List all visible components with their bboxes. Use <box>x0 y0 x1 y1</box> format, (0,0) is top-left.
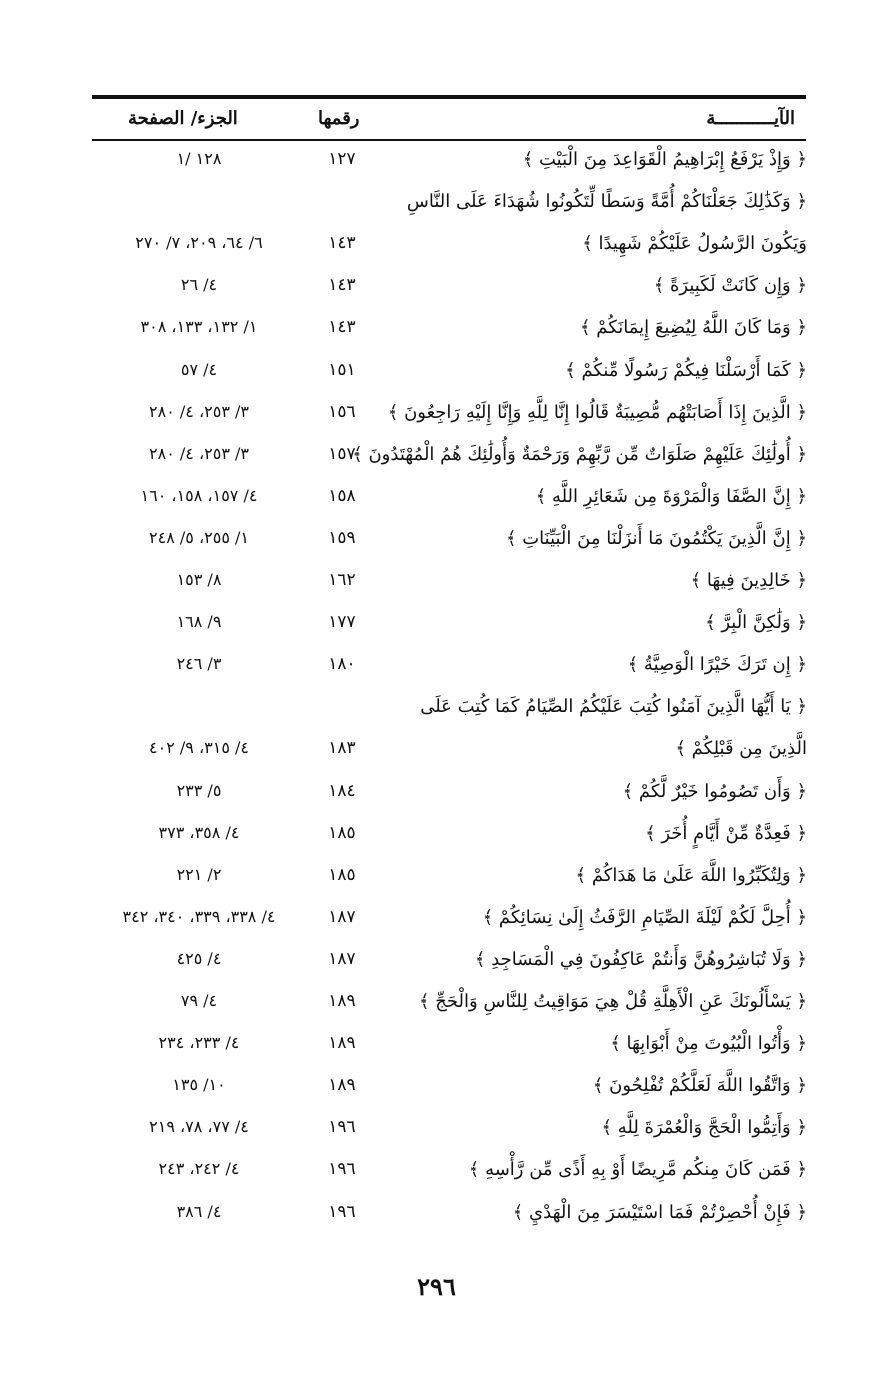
verse-cell: ﴿ وَلِتُكَبِّرُوا اللَّهَ عَلَىٰ مَا هَدَاكُمْ ﴾ <box>575 864 807 886</box>
table-row <box>0 1196 873 1238</box>
table-row <box>0 817 873 859</box>
part-page-cell: ١٠/ ١٣٥ <box>172 1075 226 1095</box>
verse-number-cell: ١٨٩ <box>328 1075 356 1096</box>
table-row <box>0 480 873 522</box>
table-row <box>0 1027 873 1069</box>
verse-number-cell: ١٨٣ <box>328 738 356 759</box>
verse-cell: ﴿ وَاتَّقُوا اللَّهَ لَعَلَّكُمْ تُفْلِحُونَ ﴾ <box>592 1075 807 1097</box>
verse-cell: الَّذِينَ مِن قَبْلِكُمْ ﴾ <box>675 738 807 760</box>
verse-number-cell: ١٨٥ <box>328 864 356 885</box>
verse-number-cell: ١٧٧ <box>328 612 356 633</box>
table-row <box>0 1069 873 1111</box>
verse-number-cell: ١٥٩ <box>328 527 356 548</box>
verse-cell: ﴿ فَإِنْ أُحْصِرْتُمْ فَمَا اسْتَيْسَرَ مِنَ الْهَدْيِ ﴾ <box>512 1201 807 1223</box>
verse-cell: ﴿ يَا أَيُّهَا الَّذِينَ آمَنُوا كُتِبَ عَلَيْكُمُ الصِّيَامُ كَمَا كُتِبَ عَلَى <box>420 696 807 718</box>
table-row <box>0 564 873 606</box>
header-part-page: الجزء/ الصفحة <box>128 108 238 129</box>
verse-number-cell: ١٨٩ <box>328 991 356 1011</box>
table-row <box>0 606 873 648</box>
verse-number-cell: ١٤٣ <box>328 317 356 338</box>
verse-cell: ﴿ كَمَا أَرْسَلْنَا فِيكُمْ رَسُولًا مِّنكُمْ ﴾ <box>565 359 807 381</box>
part-page-cell: ٤/ ٢٣٣، ٢٣٤ <box>158 1033 240 1053</box>
part-page-cell: ٤/ ٥٧ <box>180 359 218 379</box>
verse-cell: ﴿ وَإِذْ يَرْفَعُ إِبْرَاهِيمُ الْقَوَاعِدَ مِنَ الْبَيْتِ ﴾ <box>522 149 807 170</box>
table-row <box>0 438 873 480</box>
table-row <box>0 732 873 774</box>
verse-cell: ﴿ فَعِدَّةٌ مِّنْ أَيَّامٍ أُخَرَ ﴾ <box>645 822 807 844</box>
part-page-cell: ٢/ ٢٢١ <box>176 864 222 884</box>
part-page-cell: ١/ ٢٥٥، ٥/ ٢٤٨ <box>149 527 249 547</box>
verse-number-cell: ١٨٧ <box>328 948 356 969</box>
verse-cell: وَيَكُونَ الرَّسُولُ عَلَيْكُمْ شَهِيدًا ﴾ <box>582 233 807 255</box>
table-row <box>0 354 873 396</box>
verse-number-cell: ١٨٠ <box>328 654 356 675</box>
table-row <box>0 943 873 985</box>
table-row <box>0 227 873 269</box>
part-page-cell: ١/ ١٣٢، ١٣٣، ٣٠٨ <box>140 317 258 337</box>
table-row <box>0 985 873 1027</box>
verse-cell: ﴿ الَّذِينَ إِذَا أَصَابَتْهُم مُّصِيبَةٌ قَالُوا إِنَّا لِلَّهِ وَإِنَّا إِلَيْهِ رَاجِعُونَ ﴾ <box>387 401 807 423</box>
part-page-cell: ٦/ ٦٤، ٢٠٩، ٧/ ٢٧٠ <box>135 233 263 253</box>
table-row <box>0 648 873 690</box>
verse-number-cell: ١٤٣ <box>328 233 356 254</box>
verse-cell: ﴿ وَكَذَٰلِكَ جَعَلْنَاكُمْ أُمَّةً وَسَطًا لِّتَكُونُوا شُهَدَاءَ عَلَى النَّاسِ <box>406 191 807 213</box>
verse-cell: ﴿ وَلَٰكِنَّ الْبِرَّ ﴾ <box>705 612 807 634</box>
part-page-cell: ٤/ ٤٢٥ <box>176 948 222 968</box>
verse-number-cell: ١٢٧ <box>328 149 356 169</box>
verse-number-cell: ١٨٧ <box>328 906 356 927</box>
part-page-cell: ٤/ ٣٨٦ <box>176 1201 222 1221</box>
table-row <box>0 775 873 817</box>
part-page-cell: ٩/ ١٦٨ <box>176 612 222 632</box>
verse-number-cell: ١٩٦ <box>328 1117 356 1138</box>
part-page-cell: ٤/ ٣٣٨، ٣٣٩، ٣٤٠، ٣٤٢ <box>122 906 276 926</box>
verse-number-cell: ١٦٢ <box>328 570 356 590</box>
part-page-cell: ٥/ ٢٣٣ <box>176 780 222 800</box>
table-row <box>0 185 873 227</box>
part-page-cell: ٤/ ٢٦ <box>180 275 218 295</box>
verse-cell: ﴿ يَسْأَلُونَكَ عَنِ الْأَهِلَّةِ قُلْ هِيَ مَوَاقِيتُ لِلنَّاسِ وَالْحَجِّ ﴾ <box>418 991 807 1012</box>
part-page-cell: ٣/ ٢٥٣، ٤/ ٢٨٠ <box>149 401 249 421</box>
part-page-cell: ٣/ ٢٥٣، ٤/ ٢٨٠ <box>149 443 249 463</box>
verse-cell: ﴿ وَإِن كَانَتْ لَكَبِيرَةً ﴾ <box>653 275 807 297</box>
part-page-cell: ٤/ ٣٥٨، ٣٧٣ <box>158 822 240 842</box>
verse-cell: ﴿ وَمَا كَانَ اللَّهُ لِيُضِيعَ إِيمَانَكُمْ ﴾ <box>580 317 807 339</box>
verse-number-cell: ١٩٦ <box>328 1159 356 1180</box>
part-page-cell: ٤/ ٢٤٢، ٢٤٣ <box>158 1159 240 1179</box>
part-page-cell: ٣/ ٢٤٦ <box>176 654 222 674</box>
verse-number-cell: ١٨٥ <box>328 822 356 843</box>
verse-number-cell: ١٩٦ <box>328 1201 356 1222</box>
part-page-cell: ٤/ ٣١٥، ٩/ ٤٠٢ <box>149 738 249 758</box>
table-row <box>0 143 873 185</box>
page-number: ٢٩٦ <box>417 1272 456 1301</box>
table-row <box>0 311 873 353</box>
verse-number-cell: ١٥٧ <box>328 443 356 464</box>
table-row <box>0 522 873 564</box>
table-row <box>0 1153 873 1195</box>
header-verse: الآيـــــــــــة <box>706 108 795 129</box>
verse-number-cell: ١٨٤ <box>328 780 356 801</box>
table-row <box>0 396 873 438</box>
verse-cell: ﴿ وَلَا تُبَاشِرُوهُنَّ وَأَنتُمْ عَاكِفُونَ فِي الْمَسَاجِدِ ﴾ <box>474 948 807 970</box>
table-row <box>0 269 873 311</box>
verse-cell: ﴿ وَأَتِمُّوا الْحَجَّ وَالْعُمْرَةَ لِلَّهِ ﴾ <box>601 1117 807 1139</box>
verse-cell: ﴿ إِنَّ الصَّفَا وَالْمَرْوَةَ مِن شَعَائِرِ اللَّهِ ﴾ <box>535 485 807 507</box>
part-page-cell: ٤/ ٧٩ <box>180 991 218 1010</box>
verse-cell: ﴿ إِنَّ الَّذِينَ يَكْتُمُونَ مَا أَنزَلْنَا مِنَ الْبَيِّنَاتِ ﴾ <box>505 527 807 549</box>
part-page-cell: ٨/ ١٥٣ <box>176 570 222 589</box>
verse-number-cell: ١٨٩ <box>328 1033 356 1054</box>
verse-cell: ﴿ فَمَن كَانَ مِنكُم مَّرِيضًا أَوْ بِهِ أَذًى مِّن رَّأْسِهِ ﴾ <box>468 1159 807 1181</box>
table-row <box>0 859 873 901</box>
table-row <box>0 1111 873 1153</box>
part-page-cell: ٤/ ٧٧، ٧٨، ٢١٩ <box>149 1117 249 1137</box>
header-number: رقمها <box>318 108 360 129</box>
verse-number-cell: ١٤٣ <box>328 275 356 296</box>
table-row <box>0 690 873 732</box>
verse-number-cell: ١٥٦ <box>328 401 356 422</box>
part-page-cell: ١٢٨ /١ <box>176 149 222 168</box>
verse-cell: ﴿ خَالِدِينَ فِيهَا ﴾ <box>690 570 807 591</box>
verse-cell: ﴿ أُولَٰئِكَ عَلَيْهِمْ صَلَوَاتٌ مِّن رَّبِّهِمْ وَرَحْمَةٌ وَأُولَٰئِكَ هُمُ الْمُهْتَدُونَ ﴾ <box>352 443 807 465</box>
verse-number-cell: ١٥١ <box>328 359 356 380</box>
table-row <box>0 901 873 943</box>
verse-cell: ﴿ أُحِلَّ لَكُمْ لَيْلَةَ الصِّيَامِ الرَّفَثُ إِلَىٰ نِسَائِكُمْ ﴾ <box>482 906 807 928</box>
verse-number-cell: ١٥٨ <box>328 485 356 506</box>
verse-cell: ﴿ وَأْتُوا الْبُيُوتَ مِنْ أَبْوَابِهَا ﴾ <box>610 1033 807 1055</box>
part-page-cell: ٤/ ١٥٧، ١٥٨، ١٦٠ <box>140 485 258 505</box>
verse-cell: ﴿ وَأَن تَصُومُوا خَيْرٌ لَّكُمْ ﴾ <box>622 780 807 802</box>
verse-cell: ﴿ إِن تَرَكَ خَيْرًا الْوَصِيَّةُ ﴾ <box>627 654 807 676</box>
